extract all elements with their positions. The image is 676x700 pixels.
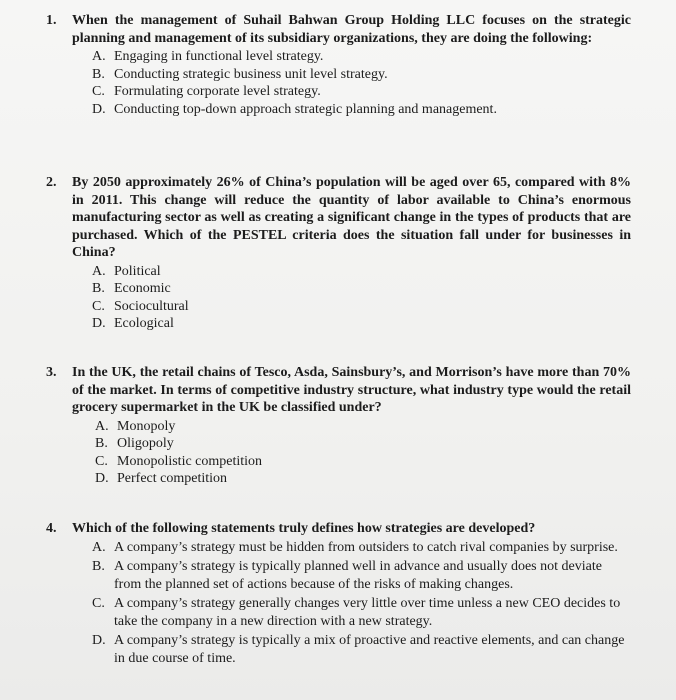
option-letter: D.: [92, 101, 106, 117]
option-b: [92, 280, 631, 298]
option-text: Oligopoly: [117, 436, 174, 451]
option-text: Perfect competition: [117, 471, 228, 486]
question-1: [46, 12, 631, 118]
option-list: [95, 418, 631, 488]
option-list: [92, 48, 631, 118]
option-text: A company’s strategy generally changes very little over time unless a new CEO decides to take the company in a new direction with a new strategy.: [114, 596, 621, 629]
question-number: 2.: [46, 175, 57, 190]
option-letter: C.: [95, 453, 108, 469]
option-letter: D.: [95, 471, 109, 486]
option-letter: C.: [92, 298, 105, 314]
option-a: [92, 263, 631, 281]
option-letter: B.: [92, 66, 105, 82]
question-text: When the management of Suhail Bahwan Group Holding LLC focuses on the strategic planning and management of its subsidiary organizations, they are doing the following:: [72, 13, 631, 46]
option-d: [92, 315, 631, 333]
option-b: [95, 435, 631, 453]
question-text: By 2050 approximately 26% of China’s population will be aged over 65, compared with 8% in 2011. This change will reduce the quantity of labor available to China’s enormous manufacturing sector as well as creating a significant change in the types of products that are purchased. Which of the PESTEL criteria does the situation fall under for businesses in China?: [72, 175, 631, 260]
option-c: [92, 595, 631, 630]
option-text: Monopoly: [117, 418, 176, 434]
question-text: In the UK, the retail chains of Tesco, Asda, Sainsbury’s, and Morrison’s have more than 70% of the market. In terms of competitive industry structure, what industry type would the retail grocery supermarket in the UK be classified under?: [72, 365, 631, 415]
option-d: [92, 101, 631, 119]
option-letter: C.: [92, 596, 105, 611]
option-letter: A.: [95, 418, 109, 434]
question-text: Which of the following statements truly defines how strategies are developed?: [72, 521, 536, 536]
question-3: [46, 364, 631, 488]
option-d: [95, 470, 631, 488]
question-2: [46, 174, 631, 333]
option-letter: B.: [95, 436, 108, 451]
option-list: [92, 539, 631, 668]
option-a: [92, 539, 631, 557]
option-letter: C.: [92, 84, 105, 99]
question-number: 3.: [46, 365, 57, 380]
question-number: 4.: [46, 521, 57, 536]
option-text: Sociocultural: [114, 298, 189, 314]
option-text: A company’s strategy must be hidden from outsiders to catch rival companies by surprise.: [114, 539, 618, 555]
option-letter: B.: [92, 281, 105, 296]
option-text: Engaging in functional level strategy.: [114, 49, 324, 64]
option-text: A company’s strategy is typically a mix of proactive and reactive elements, and can change in due course of time.: [114, 633, 625, 666]
option-text: Economic: [114, 281, 171, 296]
option-text: A company’s strategy is typically planned well in advance and usually does not deviate from the planned set of actions because of the risks of making changes.: [114, 559, 602, 592]
option-b: [92, 558, 631, 593]
option-a: [92, 48, 631, 66]
option-b: [92, 66, 631, 84]
option-letter: A.: [92, 539, 106, 555]
option-letter: A.: [92, 49, 106, 64]
option-c: [92, 298, 631, 316]
option-text: Monopolistic competition: [117, 453, 263, 469]
option-d: [92, 632, 631, 667]
option-a: [95, 418, 631, 436]
option-text: Ecological: [114, 316, 174, 331]
option-letter: B.: [92, 559, 105, 574]
question-number: 1.: [46, 13, 57, 28]
option-c: [92, 83, 631, 101]
option-text: Conducting strategic business unit level strategy.: [114, 66, 388, 82]
option-c: [95, 453, 631, 471]
option-letter: D.: [92, 633, 106, 648]
option-text: Conducting top-down approach strategic planning and management.: [114, 101, 497, 117]
option-letter: D.: [92, 316, 106, 331]
option-text: Formulating corporate level strategy.: [114, 84, 321, 99]
option-text: Political: [114, 263, 161, 279]
option-list: [92, 263, 631, 333]
question-4: [46, 520, 631, 669]
option-letter: A.: [92, 263, 106, 279]
